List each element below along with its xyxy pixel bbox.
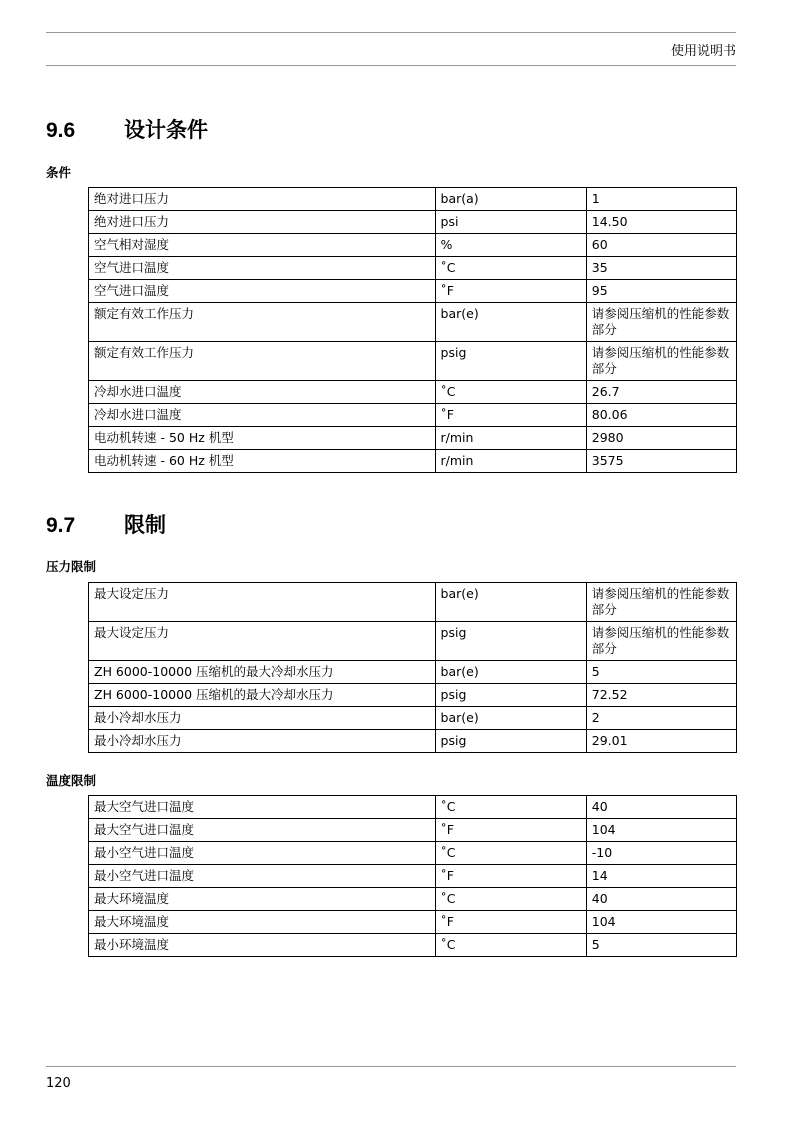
parameter-cell: ZH 6000-10000 压缩机的最大冷却水压力	[89, 661, 436, 684]
parameter-cell: 电动机转速 - 60 Hz 机型	[89, 450, 436, 473]
parameter-cell: 最大空气进口温度	[89, 796, 436, 819]
parameter-cell: 最大设定压力	[89, 583, 436, 622]
value-cell: 35	[586, 257, 736, 280]
table-row	[89, 257, 737, 280]
unit-cell: ˚C	[435, 934, 586, 957]
value-cell: 请参阅压缩机的性能参数部分	[586, 303, 736, 342]
pressure-limits-table	[88, 582, 737, 753]
table-row	[89, 911, 737, 934]
parameter-cell: 最小冷却水压力	[89, 707, 436, 730]
table-row	[89, 819, 737, 842]
table-row	[89, 842, 737, 865]
section-number: 9.6	[46, 119, 76, 142]
table-row	[89, 280, 737, 303]
parameter-cell: ZH 6000-10000 压缩机的最大冷却水压力	[89, 684, 436, 707]
subheading-temperature-limits: 温度限制	[46, 773, 97, 788]
unit-cell: r/min	[435, 450, 586, 473]
unit-cell: ˚F	[435, 280, 586, 303]
section-title: 限制	[124, 513, 166, 537]
value-cell: -10	[586, 842, 736, 865]
value-cell: 60	[586, 234, 736, 257]
value-cell: 40	[586, 888, 736, 911]
value-cell: 1	[586, 188, 736, 211]
parameter-cell: 最小冷却水压力	[89, 730, 436, 753]
table-row	[89, 450, 737, 473]
unit-cell: bar(e)	[435, 303, 586, 342]
value-cell: 40	[586, 796, 736, 819]
unit-cell: psig	[435, 622, 586, 661]
value-cell: 29.01	[586, 730, 736, 753]
parameter-cell: 最大设定压力	[89, 622, 436, 661]
value-cell: 14	[586, 865, 736, 888]
unit-cell: ˚C	[435, 381, 586, 404]
value-cell: 请参阅压缩机的性能参数部分	[586, 583, 736, 622]
table-row	[89, 188, 737, 211]
unit-cell: psig	[435, 730, 586, 753]
unit-cell: bar(e)	[435, 583, 586, 622]
footer-rule	[46, 1066, 736, 1067]
value-cell: 26.7	[586, 381, 736, 404]
design-conditions-table	[88, 187, 737, 473]
table-row	[89, 707, 737, 730]
section-heading-9-7	[46, 509, 166, 539]
table-row	[89, 211, 737, 234]
parameter-cell: 空气进口温度	[89, 280, 436, 303]
table-row	[89, 796, 737, 819]
unit-cell: ˚C	[435, 796, 586, 819]
value-cell: 5	[586, 934, 736, 957]
value-cell: 2980	[586, 427, 736, 450]
table-row	[89, 234, 737, 257]
parameter-cell: 最大环境温度	[89, 888, 436, 911]
table-row	[89, 427, 737, 450]
unit-cell: bar(e)	[435, 707, 586, 730]
value-cell: 14.50	[586, 211, 736, 234]
unit-cell: ˚C	[435, 257, 586, 280]
value-cell: 72.52	[586, 684, 736, 707]
header-bottom-rule	[46, 65, 736, 66]
value-cell: 2	[586, 707, 736, 730]
table-row	[89, 865, 737, 888]
value-cell: 请参阅压缩机的性能参数部分	[586, 342, 736, 381]
parameter-cell: 冷却水进口温度	[89, 404, 436, 427]
table-row	[89, 622, 737, 661]
parameter-cell: 空气相对湿度	[89, 234, 436, 257]
parameter-cell: 绝对进口压力	[89, 188, 436, 211]
parameter-cell: 空气进口温度	[89, 257, 436, 280]
parameter-cell: 冷却水进口温度	[89, 381, 436, 404]
unit-cell: ˚F	[435, 819, 586, 842]
unit-cell: ˚F	[435, 865, 586, 888]
value-cell: 5	[586, 661, 736, 684]
value-cell: 请参阅压缩机的性能参数部分	[586, 622, 736, 661]
unit-cell: r/min	[435, 427, 586, 450]
table-row	[89, 404, 737, 427]
unit-cell: ˚F	[435, 911, 586, 934]
page-number: 120	[46, 1076, 71, 1091]
header-top-rule	[46, 32, 736, 33]
parameter-cell: 最大环境温度	[89, 911, 436, 934]
table-row	[89, 684, 737, 707]
unit-cell: ˚F	[435, 404, 586, 427]
document-title: 使用说明书	[670, 44, 736, 59]
design-conditions-body	[89, 188, 737, 473]
value-cell: 3575	[586, 450, 736, 473]
parameter-cell: 额定有效工作压力	[89, 303, 436, 342]
value-cell: 104	[586, 819, 736, 842]
parameter-cell: 最小空气进口温度	[89, 842, 436, 865]
unit-cell: bar(a)	[435, 188, 586, 211]
value-cell: 80.06	[586, 404, 736, 427]
unit-cell: psi	[435, 211, 586, 234]
parameter-cell: 最小环境温度	[89, 934, 436, 957]
parameter-cell: 最小空气进口温度	[89, 865, 436, 888]
table-row	[89, 381, 737, 404]
table-row	[89, 583, 737, 622]
table-row	[89, 888, 737, 911]
pressure-limits-body	[89, 583, 737, 753]
parameter-cell: 绝对进口压力	[89, 211, 436, 234]
unit-cell: ˚C	[435, 888, 586, 911]
section-heading-9-6	[46, 114, 208, 144]
parameter-cell: 额定有效工作压力	[89, 342, 436, 381]
table-row	[89, 303, 737, 342]
subheading-conditions: 条件	[46, 165, 72, 180]
temperature-limits-table	[88, 795, 737, 957]
parameter-cell: 电动机转速 - 50 Hz 机型	[89, 427, 436, 450]
value-cell: 95	[586, 280, 736, 303]
table-row	[89, 342, 737, 381]
value-cell: 104	[586, 911, 736, 934]
table-row	[89, 934, 737, 957]
section-title: 设计条件	[124, 118, 208, 142]
temperature-limits-body	[89, 796, 737, 957]
subheading-pressure-limits: 压力限制	[46, 559, 97, 574]
table-row	[89, 730, 737, 753]
parameter-cell: 最大空气进口温度	[89, 819, 436, 842]
unit-cell: %	[435, 234, 586, 257]
unit-cell: psig	[435, 342, 586, 381]
table-row	[89, 661, 737, 684]
unit-cell: ˚C	[435, 842, 586, 865]
unit-cell: psig	[435, 684, 586, 707]
unit-cell: bar(e)	[435, 661, 586, 684]
section-number: 9.7	[46, 514, 76, 537]
